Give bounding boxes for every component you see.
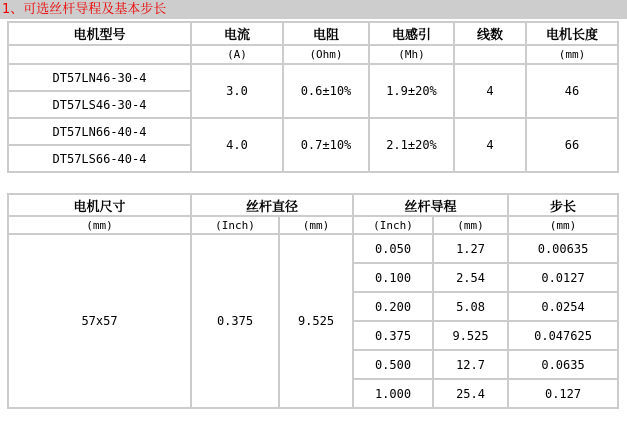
col-header-inductance: 电感引 (369, 22, 454, 45)
lead-inch-cell: 0.500 (353, 350, 433, 379)
unit-cell-motor-model (8, 45, 191, 64)
step-mm-cell: 0.00635 (508, 234, 618, 263)
step-mm-cell: 0.047625 (508, 321, 618, 350)
lead-inch-cell: 0.100 (353, 263, 433, 292)
col-header-motor-length: 电机长度 (526, 22, 618, 45)
unit-cell-lead-inch: (Inch) (353, 216, 433, 234)
unit-cell-diameter-inch: (Inch) (191, 216, 279, 234)
unit-cell-wires (454, 45, 526, 64)
wires-cell: 4 (454, 118, 526, 172)
motor-length-cell: 46 (526, 64, 618, 118)
step-mm-cell: 0.0254 (508, 292, 618, 321)
lead-mm-cell: 25.4 (433, 379, 508, 408)
unit-cell-motor-length: (mm) (526, 45, 618, 64)
section-title: 1、可选丝杆导程及基本步长 (0, 0, 627, 19)
col-header-resistance: 电阻 (283, 22, 369, 45)
inductance-cell: 2.1±20% (369, 118, 454, 172)
screw-diameter-inch-cell: 0.375 (191, 234, 279, 408)
unit-cell-motor-size: (mm) (8, 216, 191, 234)
motor-size-cell: 57x57 (8, 234, 191, 408)
table-row (8, 118, 618, 145)
col-header-screw-lead: 丝杆导程 (353, 194, 508, 216)
unit-cell-resistance: (Ohm) (283, 45, 369, 64)
screw-lead-table (7, 193, 619, 409)
unit-cell-current: (A) (191, 45, 283, 64)
screw-lead-header-row (8, 194, 618, 216)
table-row (8, 64, 618, 91)
current-cell: 4.0 (191, 118, 283, 172)
col-header-wires: 线数 (454, 22, 526, 45)
motor-spec-table (7, 21, 619, 173)
motor-spec-header-row (8, 22, 618, 45)
unit-cell-diameter-mm: (mm) (279, 216, 353, 234)
lead-mm-cell: 9.525 (433, 321, 508, 350)
motor-length-cell: 66 (526, 118, 618, 172)
motor-model-cell: DT57LS66-40-4 (8, 145, 191, 172)
motor-model-cell: DT57LS46-30-4 (8, 91, 191, 118)
unit-cell-step-mm: (mm) (508, 216, 618, 234)
inductance-cell: 1.9±20% (369, 64, 454, 118)
unit-cell-inductance: (Mh) (369, 45, 454, 64)
resistance-cell: 0.6±10% (283, 64, 369, 118)
motor-model-cell: DT57LN46-30-4 (8, 64, 191, 91)
lead-mm-cell: 2.54 (433, 263, 508, 292)
motor-model-cell: DT57LN66-40-4 (8, 118, 191, 145)
col-header-motor-size: 电机尺寸 (8, 194, 191, 216)
screw-lead-units-row (8, 216, 618, 234)
unit-cell-lead-mm: (mm) (433, 216, 508, 234)
col-header-motor-model: 电机型号 (8, 22, 191, 45)
col-header-screw-diameter: 丝杆直径 (191, 194, 353, 216)
screw-diameter-mm-cell: 9.525 (279, 234, 353, 408)
motor-spec-units-row (8, 45, 618, 64)
lead-inch-cell: 1.000 (353, 379, 433, 408)
table-row (8, 234, 618, 263)
step-mm-cell: 0.0127 (508, 263, 618, 292)
col-header-step-length: 步长 (508, 194, 618, 216)
lead-mm-cell: 1.27 (433, 234, 508, 263)
wires-cell: 4 (454, 64, 526, 118)
resistance-cell: 0.7±10% (283, 118, 369, 172)
lead-inch-cell: 0.375 (353, 321, 433, 350)
step-mm-cell: 0.0635 (508, 350, 618, 379)
lead-inch-cell: 0.200 (353, 292, 433, 321)
lead-mm-cell: 12.7 (433, 350, 508, 379)
lead-mm-cell: 5.08 (433, 292, 508, 321)
col-header-current: 电流 (191, 22, 283, 45)
step-mm-cell: 0.127 (508, 379, 618, 408)
lead-inch-cell: 0.050 (353, 234, 433, 263)
current-cell: 3.0 (191, 64, 283, 118)
